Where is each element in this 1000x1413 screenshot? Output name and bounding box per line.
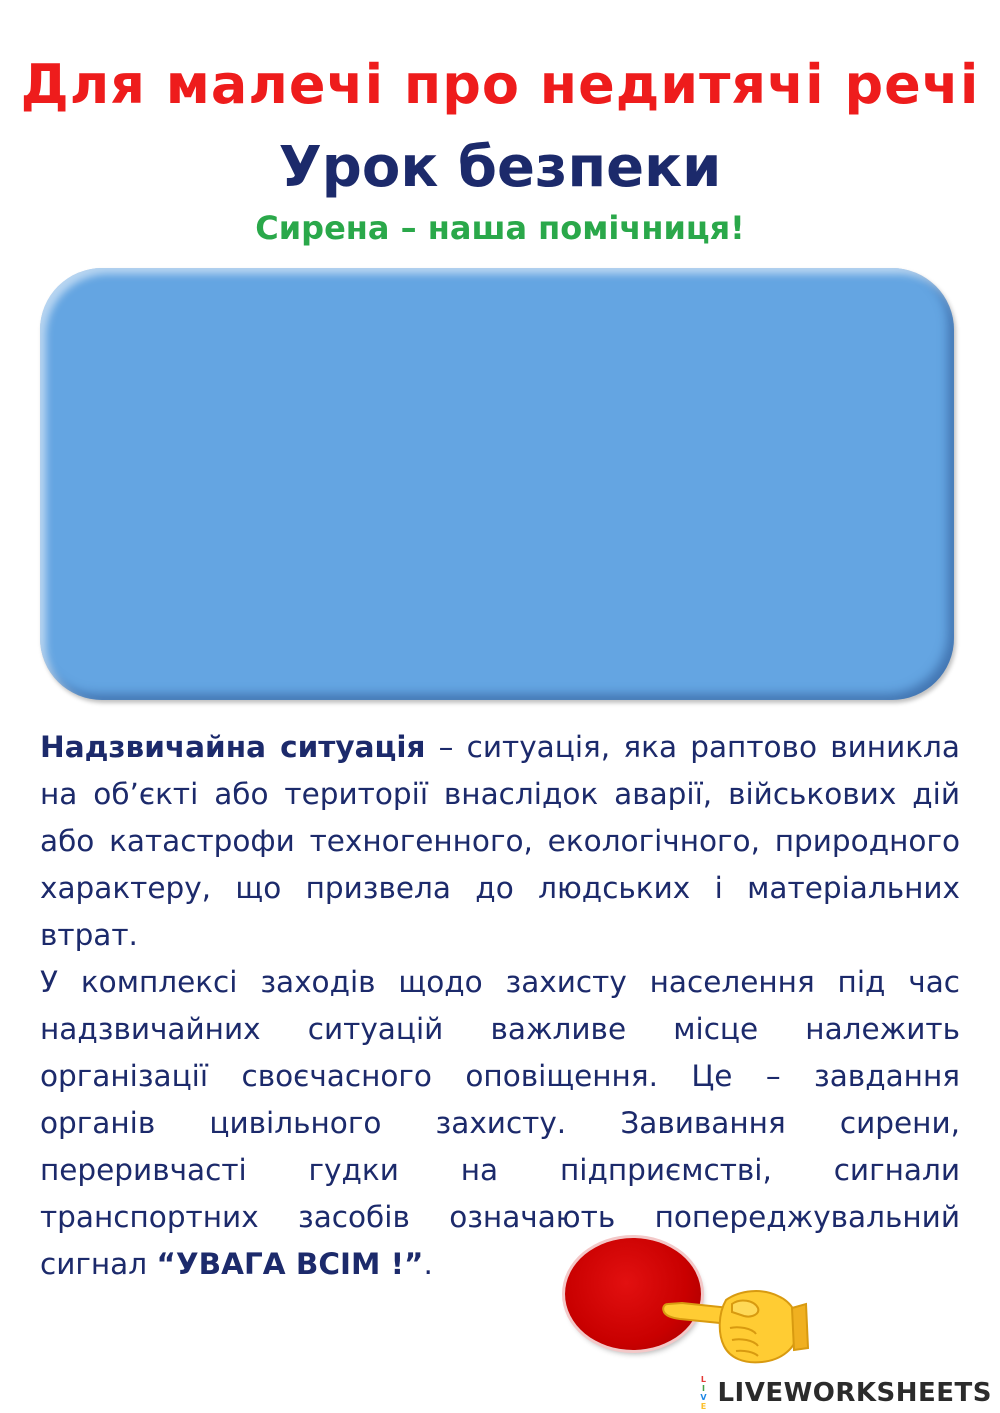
badge-letter: L xyxy=(700,1375,706,1384)
warning-paragraph xyxy=(40,959,960,1288)
lesson-subtitle: Сирена – наша помічниця! xyxy=(255,209,745,247)
warning-signal: “УВАГА ВСІМ !” xyxy=(156,1247,424,1281)
pointing-hand-icon xyxy=(660,1278,810,1368)
lesson-text xyxy=(40,724,960,1288)
brand-text: LIVEWORKSHEETS xyxy=(717,1378,992,1408)
liveworksheets-logo xyxy=(693,1376,992,1410)
live-badge xyxy=(693,1375,713,1411)
definition-term: Надзвичайна ситуація xyxy=(40,730,426,764)
badge-letter-e: E xyxy=(700,1402,707,1411)
warning-end: . xyxy=(423,1247,433,1281)
answer-box[interactable] xyxy=(40,268,954,700)
lesson-title: Урок безпеки xyxy=(278,135,722,200)
definition-paragraph xyxy=(40,724,960,959)
badge-letter: V xyxy=(700,1393,707,1402)
warning-text: У комплексі заходів щодо захисту населення під час надзвичайних ситуацій важливе місце належить організації своєчасного оповіщення. Це – завдання органів цивільного захисту. Завивання сирени, переривчасті гудки на підприємстві, сигнали транспортних засобів означають попереджувальний сигнал xyxy=(40,965,960,1281)
page-title: Для малечі про недитячі речі xyxy=(20,53,980,116)
definition-text: – ситуація, яка раптово виникла на об’єкті або території внаслідок аварії, військових дій або катастрофи техногенного, екологічного, природного характеру, що призвела до людських і матеріальних втрат. xyxy=(40,730,960,952)
badge-letter: I xyxy=(701,1384,705,1393)
